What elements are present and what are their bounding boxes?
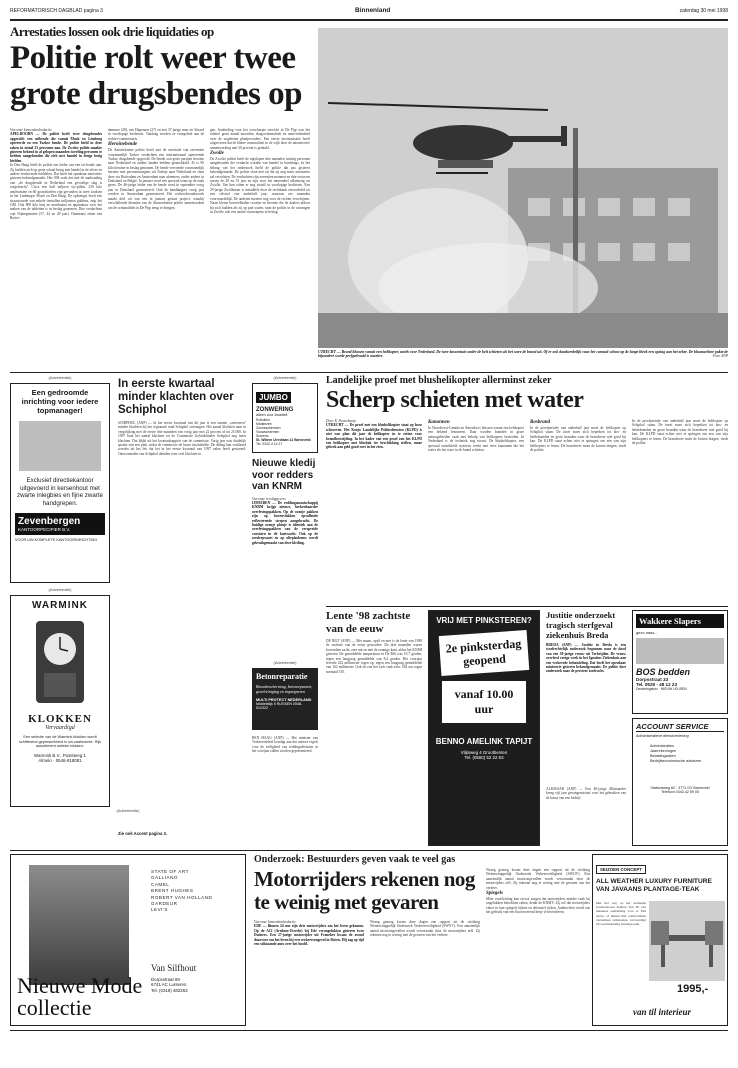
ad-fashion-label: GALLIANO [151, 875, 178, 881]
ad-jumbo-item: Zonneschermen [256, 426, 281, 430]
blus-intro: UTRECHT — De proef met een blushelikopter staat op losse schroeven. Het Korps Landelijke Politiediensten (KLPD) is niet van plan dit jaar de helikopter in te zetten voor brandbestrijding. In het kader van een proef zou het KLPD een helikopter met blusbak ter beschikking stellen, maar gebrek aan geld gooit roet in het eten. [326, 423, 422, 450]
ad-jumbo-addr: St. Willem Ulrediaan 12 Barneveld [256, 438, 311, 442]
blus-body-2: In de proefperiode van anderhalf jaar moet de helikopter op Schiphol staan. De inzet moet zich beperken tot bos- en heidebranden en grote branden waar de brandweer niet goed bij kan. De KLPD staat echter niet te springen om een van zijn helikopters te lenen. De brandweer moet de kosten dragen, vindt de politie. [530, 426, 626, 453]
footer-rule [10, 1030, 728, 1031]
kwartaal-body [118, 421, 246, 831]
ad-zevenbergen-sub: KANTOORPECIFIER B.V. [18, 527, 71, 532]
lead-body-3b: De Zwolse politie heeft de afgelopen drie maanden twintig personen aangehouden die verdacht worden van handel in harddrugs. In het belang van het onderzoek hield de politie dat pas gisteren bekendgemaakt. De politie sloot niet uit dat zij nog meer arrestaties zal verrichten. De verdachten zijn zeventien mannen en drie vrouwen tussen de 20 en 53 jaar en zijn voor het merendeel afkomstig uit Zwolle. Van hen zitten er nog twaalf in voorlopige hechtenis. Een 29-jarige Zwollenaar is inmiddels door de rechtbank veroordeeld tot een celstraf van anderhalf jaar, waarvan zes maanden voorwaardelijk. De anderen moeten nog voor de rechter verschijnen. Naast kleine hoeveelheden cocaïne en heroïne die de dealers aldoor bij zich hadden als zij op pad waren, nam de politie in de woningen in Zwolle ook een aantal vuurwapens in beslag. [210, 157, 310, 214]
ad-pinksteren-headline: VRIJ MET PINKSTEREN? [436, 616, 532, 625]
blus-body-4: In de proefperiode van anderhalf jaar moet de helikopter op Schiphol staan. De inzet moet zich beperken tot bos- en heidebranden en grote branden waar de brandweer niet goed bij kan. De KLPD staat echter niet te springen om een van zijn helikopters te lenen. De brandweer moet de kosten dragen, vindt de politie. [632, 419, 728, 446]
ad-beton-addr: MULTI PROTECT NEDERLAND [256, 698, 312, 702]
motor-col-1 [254, 920, 364, 1024]
blus-sub-bosbrand: Bosbrand [530, 420, 551, 425]
ad-account-items [650, 744, 724, 764]
ad-jumbo-sub: alleen voor kwaliteit [256, 413, 288, 417]
ad-warmink-product: KLOKKEN [28, 713, 92, 725]
lead-body-1: In Den Haag hield de politie een leider van een tot-bende aan. Zij hielden zich op grote schaal bezig met handel in de zilver en andere verdovende middelen. Dat heeft het openbaar ministerie gisteren bekendgemaakt. Het OM zoek dat met de aanhouding van ,,de drugsbende in Nederland een gevoelige slag is toegebracht''. Circa een half miljoen xtc-pillen, 250 kilo amfetamine en 60 grondstoffen zijn gevonden in twee loodsen in het Limburgse Mook en Den Haag. De opbrengst heeft een straatwaarde van enkele tientallen miljoenen guldens, zegt het OM. Ook 800 kilo hasj en marihuana en apparatuur voor het maken van de tabletten is in beslag genomen. Drie verdachten zijn Nijmegenaren (37, 44 en 29 jaar). Daarnaast zitten een Rotter- [10, 163, 102, 221]
motor-sub-spiegels: Spiegels [486, 891, 503, 897]
blus-col-3 [530, 419, 626, 599]
lead-col-1 [10, 128, 102, 370]
ad-furniture-price: 1995,- [677, 983, 709, 995]
ad-beton-text: Betonbescherming, betonreparatie, gevelreiniging en impregneren [256, 684, 313, 694]
blus-col-4 [632, 419, 728, 599]
article-blus [326, 375, 728, 605]
section-rule-2 [326, 606, 728, 607]
ad-jumbo-brand: JUMBO [256, 392, 291, 403]
ad-beton-brand: Betonreparatie [256, 672, 308, 681]
ad-jumbo-item: Rolluiken [256, 418, 270, 422]
lead-headline: Politie rolt weer twee grote drugsbendes op [10, 40, 302, 112]
ad-wakkere-brand: Wakkere Slapers [636, 614, 724, 628]
kledij-note-text: BEN HAAG (ANP) — Het minister van Verkeersbeleid kondigt aan dat nieuwe regels voor de veiligheid van reddingsdiensten in het voorjaar zullen worden gepresenteerd. [252, 736, 318, 754]
helicopter-photo [318, 28, 728, 348]
ad-wakkere-slapers[interactable] [632, 610, 728, 714]
ad-warmink-text: Een selectie van de Warmink klokken wordt schitterend gepresenteerd in uw zaakruimte. Rijk assortiment antieke klokken. [18, 735, 102, 749]
ad-bos-brand: BOS bedden [636, 667, 691, 677]
kledij-body-text: IJMUIDEN — De reddingsmaatschappij KNRM krijgt nieuwe, herkenbaarder overlevingspakken. Op de oranje pakken zijn op bovenvlakken opvallende reflecterende strepen aangebracht. De huidige oranje plunje is identiek aan de overlevingspakken van de verspreide cursisten in de kustwacht. Ook op de zeesleepvaart en op olieplatforms wordt gebruikgemaakt van deze kleding. [252, 500, 318, 545]
ad-fashion-phone: Tel. (0318) 482263 [151, 987, 188, 993]
blus-sub-kanonnen: Kanonnen [428, 420, 450, 425]
ad-wakkere-addr: Dorpsstraat 33 [636, 677, 669, 682]
header-newspaper: REFORMATORISCH DAGBLAD pagina 3 [10, 8, 103, 14]
ad-pinksteren-phone: Tel. (0550) 52 22 53 [464, 755, 504, 760]
ad-desk-image [19, 421, 101, 471]
kledij-byline: Van onze verslaggevers [252, 496, 286, 501]
ad-warmink-city: Almelo · 0546-818081 [38, 757, 82, 763]
ad-fashion-brand: Van Silfhout [151, 963, 197, 973]
ad-pinksteren[interactable] [428, 610, 540, 846]
lente-body [326, 639, 422, 839]
ad-account-addr: Stationsweg 60 · 3771 GV Barneveld [650, 786, 710, 790]
motor-col-3 [486, 868, 590, 1024]
ad-jumbo[interactable] [252, 383, 318, 453]
ad-label-5: (Advertentie) [116, 808, 140, 813]
ad-bed-image [636, 638, 724, 664]
ad-wakkere-extra: Deuteringsbox · NIEUW LEUSEN [636, 687, 687, 691]
ad-fashion-label: LEVI'S [151, 907, 168, 913]
photo-illustration [318, 28, 728, 348]
header-rule [10, 19, 728, 21]
ad-label-1: (Advertentie) [48, 375, 72, 380]
ad-wakkere-sub: gezo nass... [636, 630, 658, 635]
ad-jumbo-name: ZONWERING [256, 407, 294, 413]
ad-pinksteren-addr: Vlijtsweg 4 Grootbenten [460, 750, 508, 755]
lead-body-2b: De Amsterdamse politie heeft met de arrestatie van zeventien voornamelijk Turkse verdachten een internationaal opererende Turkse drugsbende opgerold. De bende zou grote partijen heroïne naar Nederland en andere landen hebben gesmokkeld. Er is 90 kilo heroïne in beslag genomen. De bende vervoerde voornamelijk heroïne met personenwagens uit Turkije naar Nederland en slaat deze via Rotterdam en Amsterdam naar afnemers, onder andere in Duitsland en België. In januari werd een speciaal team op de zaak gezet. De 46-jarige leider van de bende werd in september vorig jaar in Duitsland gearresteerd. Ook de handlangers vorig jaar werden in Amsterdam gearresteerd. Het rechercheonderzoek maakt deel uit van een in januari gestart project, waarbij verschillende diensten van de Amsterdamse politie samenwerken om de criminaliteit in De Pijp terug te dringen. [108, 148, 204, 210]
lead-col-3 [210, 128, 310, 370]
section-rule-3 [10, 850, 728, 851]
article-kwartaal [118, 378, 246, 848]
kledij-body [252, 497, 318, 637]
ad-furniture-season: SEIZOEN CONCEPT [596, 865, 646, 874]
ad-jumbo-item: Screens [256, 434, 269, 438]
lente-body-text: DE BILT (ANP) — Mei maart, april en mei is de lente van 1998 de zachtste van de eeuw geworden. De drie maanden waren bovendien zacht, zeer nat en met de zonnige kant, aldus het KNMI gisteren. De gemiddelde temperatuur in De Bilt was 10,7 graden, tegen een langjarig gemiddelde van 8,4 graden. Het voorjaar leverde 242 millimeter regen op, tegen een langjarig gemiddelde van 162 millimeter. Ook de zon liet zich vaak zien: 562 uur tegen normaal 510. [326, 639, 422, 674]
ad-furniture-brand: van til interieur [633, 1007, 692, 1017]
page-header [10, 8, 728, 18]
blus-col-2 [428, 419, 524, 599]
kwartaal-headline: In eerste kwartaal minder klachten over Schiphol [118, 378, 234, 416]
photo-caption-text: UTRECHT — Brand blussen vanuit een helikopter, uniek voor Nederland. De twee bassentuin onder de heli schieten als het ware de brand uit. Of er ook daadwerkelijk vuur het carnaal schoot op de lange bleek een opslag aan het zeker. De blusmachine pakte de bijzondere worde prefgedraaid is onzeker. [318, 350, 728, 359]
ad-jumbo-item: Vouwschermen [256, 430, 280, 434]
lead-sub-heroine: Heroïnebende [108, 142, 138, 148]
ad-furniture-image [649, 901, 725, 981]
ad-zevenbergen-logo [15, 513, 105, 535]
ad-account-service[interactable] [632, 718, 728, 846]
ad-fashion-city: 6741 AC Lunteren [151, 982, 187, 988]
ad-label-3: (Advertentie) [273, 375, 297, 380]
ad-fashion-label: ROBERT VAN HOLLAND [151, 894, 213, 900]
header-date: zaterdag 30 mei 1998 [679, 8, 728, 14]
lead-intro: APELDOORN — De politie heeft twee drugsbendes opgerold: een uitbende die vanuit Mook en Limburg opereerde en een Turkse bende. De politie hield in deze zaken in totaal 23 personen aan. De Zwolse politie maakte gisteren bekend in al gelopen maanden tweeling personen te hebben aangehouden die zich met handel in drugs bezig hielden. [10, 132, 102, 163]
lead-body-3: gen. Aanleiding voor het verscherpte toezicht in De Pijp was het relatief grote aantal moorden, drugscriminaliteit en ontevredenheid over de zogeheten plantjesvaders. Een eerste inventarisatie heeft uitgewezen dat de kleine criminaliteit in de wijk door de intensievere samenwerking met 30 procent is gedaald. [210, 128, 310, 150]
header-section: Binnenland [355, 7, 391, 14]
kledij-note [252, 736, 318, 846]
ad-fashion-contact [151, 977, 241, 993]
ad-account-item: Administraties [650, 744, 674, 748]
ad-warmink-brand: WARMINK [32, 600, 88, 611]
ad-label-2: (Advertentie) [48, 587, 72, 592]
ad-fashion[interactable] [10, 854, 246, 1026]
ad-furniture-headline: ALL WEATHER LUXURY FURNITURE VAN JAVAANS PLANTAGE-TEAK [596, 878, 712, 893]
kwartaal-body-text: SCHIPHOL (ANP) — In het eerste kwartaal van dit jaar is een tamme ,,sneeuwen'' minder klachten bij het regionaal rond Schiphol ontvangen. Het aantal klachten nam in vergelijking met de eerste drie maanden van vorig jaar met 22 procent af tot 25.000. In 1997 brak het aantal klachten uit de Commissie Geluidshinder Schiphol nog meer klachten. Dat blijkt uit het kwartaalrapport van de commissie. Vorig jaar was duidelijk sprake van een piek, zodat de commissie de buurt inschakelde. De daling kan verklaard worden uit het feit dat het in het eerste kwartaal van 1997 vaker heeft gestormd. Omwonenden van Schiphol dienden toen veel klachten in. [118, 421, 246, 456]
motor-byline: Van onze binnenlandredactie [254, 920, 296, 924]
ad-account-item: Jaarrekeningen [650, 749, 677, 753]
motor-body-3: Wrang genoeg kwam deze dagen een rapport uit de stichting Wetenschappelijk Onderzoek Verkeersveiligheid (SWOV). Een aanzienlijk aantal motorongevallen wordt veroorzaakt door de motorrijders zelf. Zij rekenen nog te weinig met de gevaren van het verkeer. [486, 868, 590, 890]
article-kledij [252, 458, 318, 658]
kwartaal-more: Zie ook Accent pagina 3. [118, 831, 167, 836]
photo-credit: Foto ANP [712, 354, 728, 359]
blus-headline: Scherp schieten met water [326, 387, 584, 413]
ad-furniture[interactable] [592, 854, 728, 1026]
ad-zevenbergen[interactable] [10, 383, 110, 583]
ad-fashion-label: CAMEL [151, 881, 170, 887]
lead-col-2 [108, 128, 204, 370]
justitie-note-text: ALKMAAR (ANP) — Een 40-jarige Alkmaarder kreeg vijf jaar gevangenisstraf voor het gebruiken van de kassa van een bedrijf. [546, 787, 626, 800]
ad-fashion-photo [29, 865, 129, 985]
ad-pinksteren-badge [439, 630, 530, 676]
ad-beton-city: Middelstijk 5 RIJSSEN 0548-512322 [256, 702, 303, 710]
ad-furniture-body [596, 901, 646, 991]
motor-col-2 [370, 920, 480, 1024]
clock-image [30, 617, 90, 707]
ad-jumbo-items [256, 418, 314, 438]
article-lente [326, 610, 422, 846]
article-justitie [546, 610, 626, 846]
kledij-headline: Nieuwe kledij voor redders van KNRM [252, 458, 316, 492]
ad-fashion-label: GARDEUR [151, 901, 178, 907]
ad-fashion-labels [151, 869, 241, 914]
ad-fashion-label: STATE OF ART [151, 869, 189, 874]
lead-byline: Van onze binnenlandredactie [10, 128, 52, 132]
lead-kicker: Arrestaties lossen ook drie liquidaties op [10, 24, 214, 39]
ad-warmink-sub: Vervaardigd [45, 725, 75, 731]
lead-body-2: dammer (28), een Hagenaar (27) en een 37-jarige man uit Sittard in voorlopige hechtenis. Vandaag worden ze voorgeleid aan de rechter-commissaris. [108, 128, 204, 141]
ad-pinksteren-time: vanaf 10.00 uur [454, 687, 514, 716]
ad-fashion-label: BRENT HUGHES [151, 888, 194, 894]
lead-article [10, 24, 310, 370]
ad-zevenbergen-addr: VOOR UW KOMPLETE KANTOORINRICHTING [15, 538, 98, 542]
motor-body-2: Meer voorlichting kan ervoor zorgen dat motorrijders minder vaak bij ongelukken betrokken raken, denkt de KNMV. Zij wil dat motorrijders vaker in hun spiegels kijken en defensief rijden. Aanbevolen wordt om het gebruik van een fluorescerend hesje te bevorderen. [486, 897, 590, 915]
ad-jumbo-phone: Tel. 0342-4 14 27 [256, 442, 283, 446]
blus-kicker: Landelijke proef met blushelikopter allerminst zeker [326, 375, 552, 386]
ad-zevenbergen-line2: Exclusief directiekantoor uitgevoerd in kersenhout met zwarte inlegbies en fijne zwarte handgrepen. [17, 477, 103, 507]
motor-intro: EDE — Binnen 24 uur zijn drie motorrijders om het leven gekomen. Op de A12 (Arnhem-Utrecht) bij Ede verongelukten gisteren twee Duitsers. Een 27-jarige motorrijder uit Franeker kwam de avond daarvoor om het leven bij een verkeersongeval in Sloten. Hij zag op tijd een stilstaande auto over het hoofd. [254, 924, 364, 947]
justitie-note [546, 787, 626, 837]
ad-pinksteren-brand: BENNO AMELINK TAPIJT [435, 737, 533, 746]
ad-pinksteren-event: 2e pinksterdag geopend [445, 636, 522, 669]
ad-furniture-body-text: Met het oog op het komende zomerseizoen hebben Van Til een luxueuze aanbieding voor u. Een terras- of tuinset met comfortabele verstelbare armstoelen, vervaardigd uit weerbestendig plantage-teak. [596, 901, 646, 927]
ad-wakkere-city: Tel. 0529 - 48 12 23 [636, 682, 678, 687]
ad-zevenbergen-brand: Zevenbergen [18, 516, 81, 527]
blus-byline: Door R. Pasterkamp [326, 419, 356, 423]
ad-beton[interactable] [252, 668, 318, 730]
motor-headline: Motorrijders rekenen nog te weinig met gevaren [254, 867, 475, 914]
blus-col-1 [326, 419, 422, 599]
ad-fashion-title: Nieuwe Mode collectie [17, 973, 143, 1020]
photo-caption [318, 350, 728, 366]
ad-fashion-addr: Dorpsstraat 89 [151, 977, 180, 982]
lente-headline: Lente '98 zachtste van de eeuw [326, 610, 411, 635]
ad-account-phone: Telefoon 0342-42 59 05 [661, 790, 699, 794]
lead-sub-zwolle: Zwolle [210, 151, 224, 157]
justitie-body-text: BREDA (ANP) — Justitie in Breda is een strafrechtelijk onderzoek begonnen naar de dood van een 39-jarige vrouw uit Terheijden. De vrouw overleed vorige week in het Ignatius Ziekenhuis aan een verkeerde behandeling. Dat heeft het openbaar ministerie gisteren bekendgemaakt. De politie doet onderzoek naar de precieze toedracht. [546, 643, 626, 674]
justitie-body [546, 643, 626, 783]
ad-account-item: Bedrijfseconomische adviezen [650, 759, 702, 763]
ad-account-item: Belastingzaken [650, 754, 676, 758]
ad-pinksteren-timebox [442, 681, 526, 723]
justitie-headline: Justitie onderzoekt tragisch sterfgeval ziekenhuis Breda [546, 610, 616, 640]
ad-label-4: (Advertentie) [273, 660, 297, 665]
ad-account-sub: Administratieve dienstverlening [636, 734, 689, 738]
motor-kicker: Onderzoek: Bestuurders geven vaak te veel gas [254, 854, 456, 865]
ad-warmink[interactable] [10, 595, 110, 807]
motor-body: Wrang genoeg kwam deze dagen een rapport uit de stichting Wetenschappelijk Onderzoek Verkeersveiligheid (SWOV). Een aanzienlijk aantal motorongevallen wordt veroorzaakt door de motorrijders zelf. Zij rekenen nog te weinig met de gevaren van het verkeer. [370, 920, 480, 938]
ad-jumbo-item: Markiezen [256, 422, 272, 426]
ad-account-brand: ACCOUNT SERVICE [636, 722, 724, 732]
ad-warmink-addr: Warmink B.V., Poststeeg 1 [34, 752, 86, 758]
blus-body: In Noordwest-Canada en Amerika is blussen vanuit een helikopter een bekend fenomeen. Daar worden branden in grote natuurgebieden vaak met behulp van helikopters bestreden. In Nederland is de techniek nog nieuw. De blushelikopter, een speciaal ontwikkeld systeem, werkt met twee kanonnen die het water als het ware in de brand schieten. [428, 426, 524, 453]
ad-zevenbergen-line1: Een gedroomde inrichting voor iedere topmanager! [21, 388, 99, 415]
section-rule-1 [10, 372, 728, 373]
